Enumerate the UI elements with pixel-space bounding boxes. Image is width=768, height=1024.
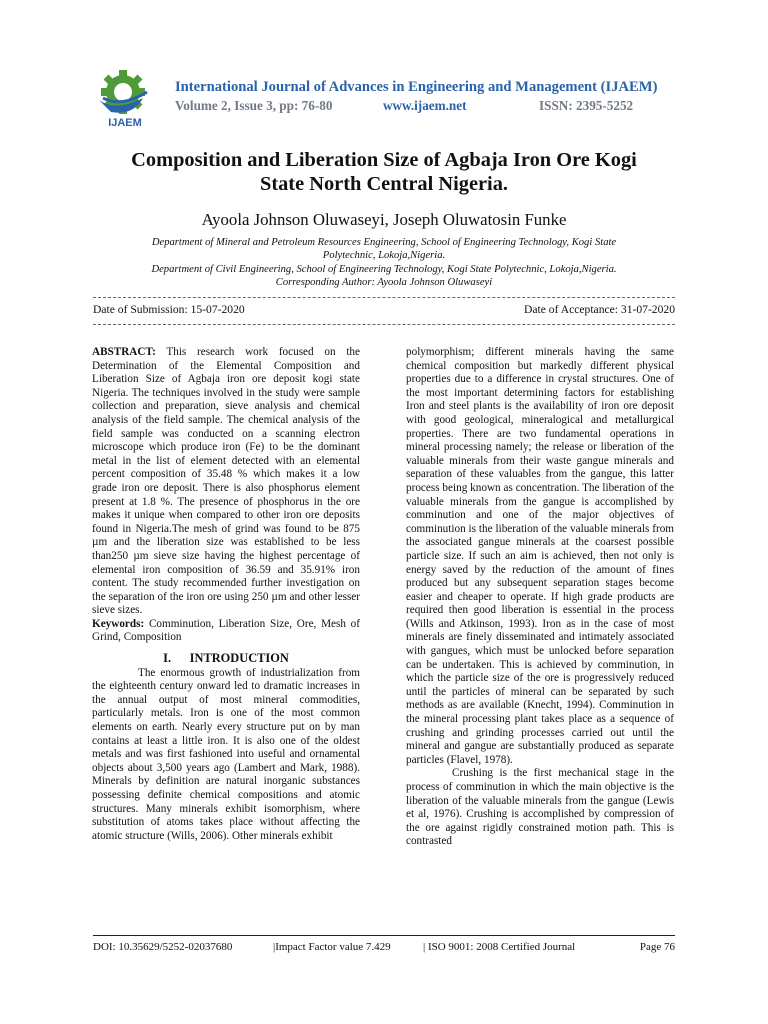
paper-title-line-1: Composition and Liberation Size of Agbaja Iron Ore Kogi <box>131 149 637 171</box>
affiliation-1b: Polytechnic, Lokoja,Nigeria. <box>322 250 446 262</box>
intro-paragraph-3: Crushing is the first mechanical stage in the process of comminution in which the main objective is the liberation of the valuable minerals from the gangue (Lewis et al, 1976). Crushing is accomplished by compression of the ore against rigidly constrained motion path. This is contrasted <box>406 767 674 848</box>
intro-paragraph-2: polymorphism; different minerals having the same chemical composition but markedly different physical properties due to a difference in crystal structures. One of the most important determining factors for establishing Iron and steel plants is the availability of iron ore deposit with good geological, mineralogical and metallurgical properties. There are two fundamental operations in mineral processing namely; the release or liberation of the valuable minerals from their waste gangue minerals and separation of these valuables from the gangue, this latter process being known as concentration. The liberation of the valuable minerals from the gangue is accomplished by comminution and one of the major objectives of comminution is the liberation of the valuable minerals from the associated gangue minerals at the coarsest possible particle size. If such an aim is achieved, then not only is energy saved by the reduction of the amount of fines produced but any subsequent separation stages become easier and cheaper to operate. If high grade products are required then good liberation is essential in the process (Wills and Atkinson, 1993). Iron as in the case of most minerals are finely disseminated and intimately associated with gangues, which must be unlocked before separation can be undertaken. This is achieved by comminution, in which the particle size of the ore is progressively reduced until the particles of mineral can be separated by such methods as are available (Knecht, 1994). Comminution in the mineral processing plant takes place as a sequence of crushing and grinding processes carried out until the mineral and gangue are substantially produced as separate particles (Flavel, 1978). <box>406 346 674 766</box>
journal-header <box>93 68 693 128</box>
footer-divider <box>93 935 675 936</box>
journal-meta <box>175 98 634 114</box>
submission-date: Date of Submission: 15-07-2020 <box>93 303 245 316</box>
footer-doi: DOI: 10.35629/5252-02037680 <box>93 941 233 953</box>
abstract-text: This research work focused on the Determination of the Elemental Composition and Liberation Size of Agbaja iron ore deposit kogi state Nigeria. The techniques involved in the study were sample collection and preparation, sieve analysis and chemical analysis of the field sample. The chemical analysis of the field sample was conducted on a scanning electron microscope which produce iron (Fe) to be the dominant metal in the list of element detected with an elemental percent composition of 35.48 % which makes it a low grade iron ore deposit. There is also phosphorus element present at 1.8 %. The presence of phosphorus in the ore makes it unique when compared to other iron ore deposits found in Nigeria.The mesh of grind was found to be 875 µm and the liberation size was established to be less than250 µm sieve size having the highest percentage of elemental iron composition of 36.59 and 35.91% iron content. The study recommended further investigation on the separation of the iron ore using 250 µm and other lesser sieve sizes. <box>92 346 360 617</box>
keywords <box>92 618 360 645</box>
journal-title: International Journal of Advances in Engineering and Management (IJAEM) <box>175 79 658 95</box>
ijaem-logo <box>93 68 159 130</box>
footer-iso: | ISO 9001: 2008 Certified Journal <box>423 941 576 953</box>
affiliations <box>86 236 682 290</box>
journal-website-link[interactable]: www.ijaem.net <box>383 98 467 113</box>
authors: Ayoola Johnson Oluwaseyi, Joseph Oluwatosin Funke <box>201 210 567 229</box>
acceptance-date: Date of Acceptance: 31-07-2020 <box>524 303 675 316</box>
right-column <box>406 346 674 849</box>
abstract <box>92 346 360 618</box>
section-heading-introduction: I. INTRODUCTION <box>163 651 289 666</box>
keywords-label: Keywords: <box>92 617 145 630</box>
left-column <box>92 346 360 843</box>
divider-top <box>93 297 675 298</box>
page-footer <box>93 941 675 955</box>
divider-bottom <box>93 324 675 325</box>
logo-text: IJAEM <box>108 117 142 129</box>
affiliation-2: Department of Civil Engineering, School of Engineering Technology, Kogi State Polytechnic, Lokoja,Nigeria. <box>151 263 617 275</box>
footer-impact-factor: |Impact Factor value 7.429 <box>273 941 391 953</box>
paper-title-line-2: State North Central Nigeria. <box>259 173 509 195</box>
paper-title <box>78 148 690 196</box>
footer-page-number: Page 76 <box>639 941 675 953</box>
corresponding-author: Corresponding Author: Ayoola Johnson Oluwaseyi <box>275 277 493 289</box>
issn: ISSN: 2395-5252 <box>539 98 634 113</box>
volume-info: Volume 2, Issue 3, pp: 76-80 <box>175 98 333 113</box>
intro-paragraph-1: The enormous growth of industrialization from the eighteenth century onward led to dramatic increases in the annual output of most mineral commodities, particularly metals. Iron is one of the most common elements on earth. Nearly every structure put on by man contains at least a little iron. It is also one of the oldest metals and was first fashioned into useful and ornamental objects about 3,500 years ago (Lambert and Mark, 1988). Minerals by definition are natural inorganic substances possessing definite chemical compositions and atomic structures. Many minerals exhibit isomorphism, where substitution of atoms takes place without affecting the atomic structure (Wills, 2006). Other minerals exhibit <box>92 666 360 842</box>
keywords-text: Comminution, Liberation Size, Ore, Mesh of Grind, Composition <box>92 617 360 644</box>
affiliation-1a: Department of Mineral and Petroleum Resources Engineering, School of Engineering Technology, Kogi State <box>151 237 617 248</box>
abstract-label: ABSTRACT: <box>92 346 156 358</box>
